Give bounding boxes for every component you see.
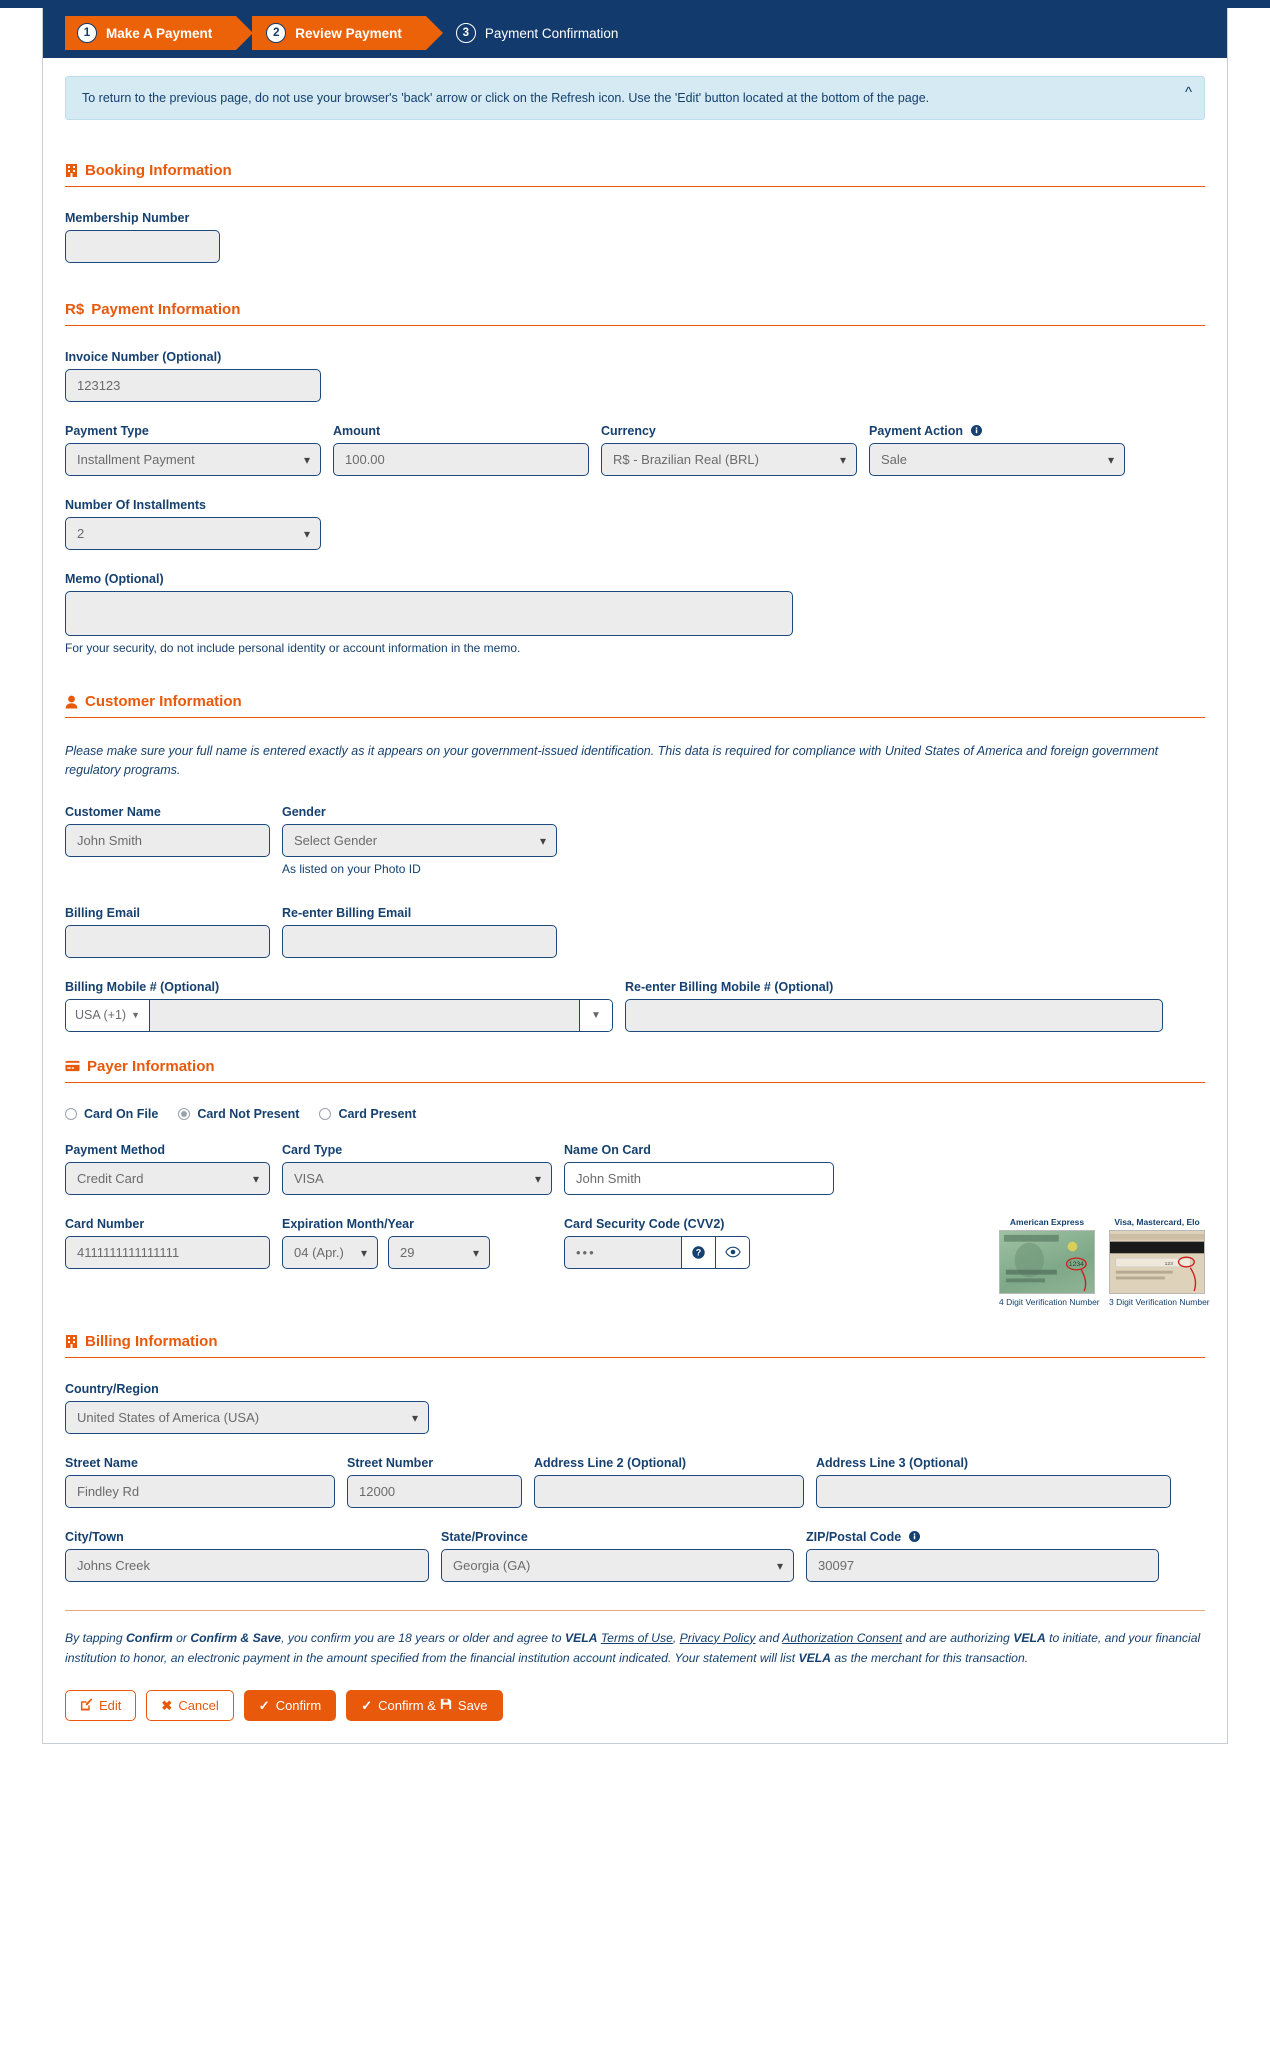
chevron-down-icon: ▾ [411,1410,418,1425]
payment-action-label-text: Payment Action [869,424,964,438]
section-payment-information [65,301,1205,326]
country-value: United States of America (USA) [77,1409,260,1425]
eye-icon[interactable] [716,1236,750,1269]
info-icon[interactable] [971,424,982,438]
brand-name: VELA [564,1630,598,1645]
payment-method-select[interactable] [65,1162,270,1195]
cancel-button[interactable] [146,1690,233,1721]
terms-of-use-link[interactable]: Terms of Use [600,1630,673,1645]
billing-email-confirm-label: Re-enter Billing Email [282,905,412,920]
building-icon [65,1334,78,1349]
card-number-input[interactable]: 4111111111111111 [65,1236,270,1269]
credit-card-icon [65,1060,80,1072]
cvv-label: Card Security Code (CVV2) [564,1216,725,1231]
billing-mobile-label: Billing Mobile # (Optional) [65,979,220,994]
membership-number-label: Membership Number [65,211,190,225]
zip-label-text: ZIP/Postal Code [806,1529,902,1544]
radio-card-not-present[interactable] [178,1107,299,1121]
billing-mobile-confirm-label: Re-enter Billing Mobile # (Optional) [625,979,834,994]
legal-text-3: , you confirm you are 18 years or older and agree to [281,1630,565,1645]
country-group [65,1382,429,1434]
chevron-down-icon: ▾ [839,453,846,467]
page [0,8,1270,1744]
billing-mobile-input-group[interactable] [65,999,613,1032]
check-icon: ✓ [258,1697,270,1713]
card-number-label: Card Number [65,1216,145,1231]
section-booking-information [65,162,1205,187]
form-actions [65,1690,1205,1721]
radio-card-on-file[interactable] [65,1107,158,1121]
brazilian-real-icon: R$ [65,301,85,318]
step-label: Make A Payment [106,25,213,41]
installments-label: Number Of Installments [65,498,206,512]
chevron-down-icon: ▾ [303,453,310,467]
chevron-down-icon: ▾ [303,527,310,541]
visa-note: 3 Digit Verification Number [1109,1296,1210,1307]
payment-type-label: Payment Type [65,424,149,438]
billing-mobile-confirm-group [625,980,1163,1032]
card-type-label: Card Type [282,1142,343,1157]
legal-disclaimer [65,1610,1205,1669]
memo-help-text: For your security, do not include personal identity or account information in the memo. [65,641,521,655]
chevron-up-icon[interactable]: ^ [1184,84,1192,101]
memo-group [65,572,793,655]
radio-label: Card Not Present [197,1106,300,1121]
billing-email-label: Billing Email [65,905,141,920]
cvv-location-illustrations [999,1216,1210,1307]
check-icon: ✓ [361,1697,373,1713]
card-presence-radio-group [65,1107,1205,1121]
payment-details-row [65,424,1205,476]
info-banner [65,76,1205,120]
billing-email-group [65,906,270,958]
legal-text-8: as the merchant for this transaction. [830,1650,1029,1665]
country-code-selector[interactable] [66,1000,150,1031]
cancel-button-label: Cancel [178,1698,219,1714]
installments-value: 2 [77,526,85,541]
installments-group [65,498,321,550]
authorization-consent-link[interactable]: Authorization Consent [782,1630,903,1645]
membership-row [65,211,1205,263]
membership-number-group [65,211,220,263]
question-circle-icon[interactable] [682,1236,716,1269]
legal-text-2: or [172,1630,191,1645]
visa-cvv-figure [1109,1216,1210,1307]
country-label: Country/Region [65,1381,159,1396]
step-payment-confirmation [442,16,643,50]
billing-email-input[interactable] [65,925,270,958]
city-state-zip-row [65,1530,1205,1582]
top-accent-bar [0,0,1270,8]
country-row [65,1382,1205,1434]
info-icon[interactable] [909,1530,920,1544]
billing-mobile-row [65,980,1205,1032]
expiration-month-select[interactable] [282,1236,378,1269]
svg-text:123: 123 [1164,1261,1173,1267]
cvv-input-group [564,1236,750,1269]
street-name-label: Street Name [65,1455,138,1470]
payment-method-row [65,1143,1205,1195]
payment-action-select[interactable] [869,443,1125,476]
cvv-group-wrap [564,1217,750,1307]
address-line-3-label: Address Line 3 (Optional) [816,1455,969,1470]
city-input[interactable]: Johns Creek [65,1549,429,1582]
cvv-input[interactable]: ••• [564,1236,682,1269]
radio-card-present[interactable] [319,1107,416,1121]
address-line-2-label: Address Line 2 (Optional) [534,1455,687,1470]
payment-type-value: Installment Payment [77,452,195,467]
radio-dot [178,1108,190,1120]
expiration-year-select[interactable] [388,1236,490,1269]
city-group [65,1530,429,1582]
state-value: Georgia (GA) [453,1557,531,1573]
svg-text:?: ? [695,1247,702,1258]
chevron-down-icon: ▾ [472,1245,479,1260]
payment-form-card [42,8,1228,1744]
card-type-group [282,1143,552,1195]
legal-text-7: to initiate, and your financial institution to honor, an electronic payment in the amount specified from the financial institution account indicated. Your statement will list [65,1630,1201,1665]
invoice-number-label: Invoice Number (Optional) [65,350,222,364]
payment-method-group [65,1143,270,1195]
legal-text-5: and [755,1630,783,1645]
street-number-input[interactable]: 12000 [347,1475,522,1508]
svg-text:1234: 1234 [1068,1260,1084,1268]
gender-group [282,805,557,876]
edit-button-label: Edit [99,1698,122,1714]
state-group [441,1530,794,1582]
step-label: Review Payment [295,25,402,41]
chevron-down-icon: ▾ [776,1558,783,1573]
street-row [65,1456,1205,1508]
customer-name-label: Customer Name [65,804,161,819]
section-title-text: Booking Information [85,162,232,179]
info-banner-text: To return to the previous page, do not use your browser's 'back' arrow or click on the Refresh icon. Use the 'Edit' button located at the bottom of the page. [82,91,930,105]
invoice-number-input[interactable]: 123123 [65,369,321,402]
chevron-down-icon: ▾ [1107,453,1114,467]
close-icon: ✖ [161,1697,173,1713]
step-make-a-payment[interactable] [65,16,236,50]
legal-text-6: and are authorizing [902,1630,1014,1645]
card-type-value: VISA [294,1170,324,1186]
step-label: Payment Confirmation [484,25,619,41]
customer-name-group [65,805,270,876]
country-code-value: USA (+1) [75,1008,127,1023]
gender-label: Gender [282,804,326,819]
customer-note: Please make sure your full name is entered exactly as it appears on your government-issued identification. This data is required for compliance with United States of America and foreign government regulatory programs. [65,744,1159,778]
radio-label: Card Present [338,1106,417,1121]
membership-number-input[interactable] [65,230,220,263]
address-line-3-group [816,1456,1171,1508]
country-select[interactable] [65,1401,429,1434]
payment-action-value: Sale [881,452,908,467]
amount-group [333,424,589,476]
currency-group [601,424,857,476]
billing-mobile-group [65,980,613,1032]
gender-help-text: As listed on your Photo ID [282,861,421,876]
edit-button[interactable] [65,1690,136,1721]
memo-textarea[interactable] [65,591,793,636]
radio-dot [65,1108,77,1120]
section-payer-information [65,1058,1205,1083]
legal-confirm-bold: Confirm [125,1630,173,1645]
installments-row [65,498,1205,550]
step-number: 2 [266,23,286,43]
section-title-text: Billing Information [85,1332,218,1350]
address-line-2-group [534,1456,804,1508]
address-line-2-input[interactable] [534,1475,804,1508]
state-label: State/Province [441,1529,528,1544]
save-icon [440,1698,452,1713]
save-label: Save [457,1698,488,1714]
building-icon [65,163,78,178]
brand-name: VELA [1013,1630,1046,1645]
payment-action-label [869,424,1125,438]
chevron-down-icon: ▾ [539,833,546,848]
section-customer-information [65,693,1205,718]
payment-action-group [869,424,1125,476]
street-name-group [65,1456,335,1508]
billing-email-confirm-input[interactable] [282,925,557,958]
brand-name: VELA [798,1650,831,1665]
card-type-select[interactable] [282,1162,552,1195]
expiration-group [282,1217,552,1307]
chevron-down-icon: ▾ [252,1171,259,1186]
customer-name-input[interactable]: John Smith [65,824,270,857]
amex-caption: American Express [1009,1216,1085,1227]
chevron-down-icon: ▾ [360,1245,367,1260]
billing-mobile-confirm-input[interactable] [625,999,1163,1032]
payment-method-value: Credit Card [77,1170,144,1186]
edit-icon [80,1698,93,1714]
street-number-label: Street Number [347,1455,434,1470]
section-billing-information [65,1333,1205,1358]
name-on-card-group [564,1143,834,1195]
invoice-row [65,350,1205,402]
street-name-input[interactable]: Findley Rd [65,1475,335,1508]
confirm-button-label: Confirm [275,1698,322,1714]
street-number-group [347,1456,522,1508]
legal-confirm-save-bold: Confirm & Save [190,1630,282,1645]
installments-select[interactable] [65,517,321,550]
name-on-card-input[interactable]: John Smith [564,1162,834,1195]
card-number-row [65,1216,1210,1307]
step-review-payment[interactable] [252,16,426,50]
legal-text-4: , [672,1630,680,1645]
confirm-save-button-label: Confirm & [378,1698,436,1714]
mobile-dropdown-toggle[interactable]: ▼ [580,1000,612,1031]
payment-method-label: Payment Method [65,1142,166,1157]
confirm-and-save-button[interactable] [346,1690,502,1721]
section-title-text: Payer Information [87,1057,215,1075]
amex-cvv-figure [999,1216,1100,1307]
memo-label: Memo (Optional) [65,572,164,586]
expiration-label: Expiration Month/Year [282,1216,414,1231]
currency-value: R$ - Brazilian Real (BRL) [613,452,759,467]
name-on-card-label: Name On Card [564,1142,651,1157]
legal-text-1: By tapping [65,1630,126,1645]
city-label: City/Town [65,1529,124,1544]
privacy-policy-link[interactable]: Privacy Policy [679,1630,756,1645]
amex-note: 4 Digit Verification Number [999,1296,1100,1307]
zip-input[interactable]: 30097 [806,1549,1159,1582]
billing-email-confirm-group [282,906,557,958]
invoice-number-group [65,350,321,402]
state-select[interactable] [441,1549,794,1582]
expiration-year-value: 29 [400,1244,415,1260]
visa-card-image [1109,1230,1205,1294]
amount-label: Amount [333,424,381,438]
section-title-text: Customer Information [85,693,242,710]
progress-stepper [43,8,1227,58]
customer-name-row [65,805,1205,876]
step-number: 3 [456,23,476,43]
payment-type-group [65,424,321,476]
confirm-button[interactable] [244,1690,336,1721]
gender-select[interactable] [282,824,557,857]
section-title-text: Payment Information [91,301,241,318]
payment-type-select[interactable] [65,443,321,476]
visa-caption: Visa, Mastercard, Elo [1114,1216,1200,1227]
gender-value: Select Gender [294,832,378,848]
expiration-month-value: 04 (Apr.) [294,1244,344,1260]
radio-dot [319,1108,331,1120]
billing-email-row [65,906,1205,958]
billing-mobile-input[interactable] [150,1000,580,1031]
currency-label: Currency [601,424,656,438]
caret-down-icon: ▼ [131,1010,140,1021]
step-number: 1 [77,23,97,43]
zip-group [806,1530,1159,1582]
memo-row [65,572,1205,655]
address-line-3-input[interactable] [816,1475,1171,1508]
zip-label [806,1530,1159,1544]
amount-input[interactable]: 100.00 [333,443,589,476]
radio-label: Card On File [84,1106,159,1121]
person-icon [65,695,78,709]
currency-select[interactable] [601,443,857,476]
chevron-down-icon: ▾ [534,1171,541,1186]
amex-card-image [999,1230,1095,1294]
card-number-group [65,1217,270,1307]
